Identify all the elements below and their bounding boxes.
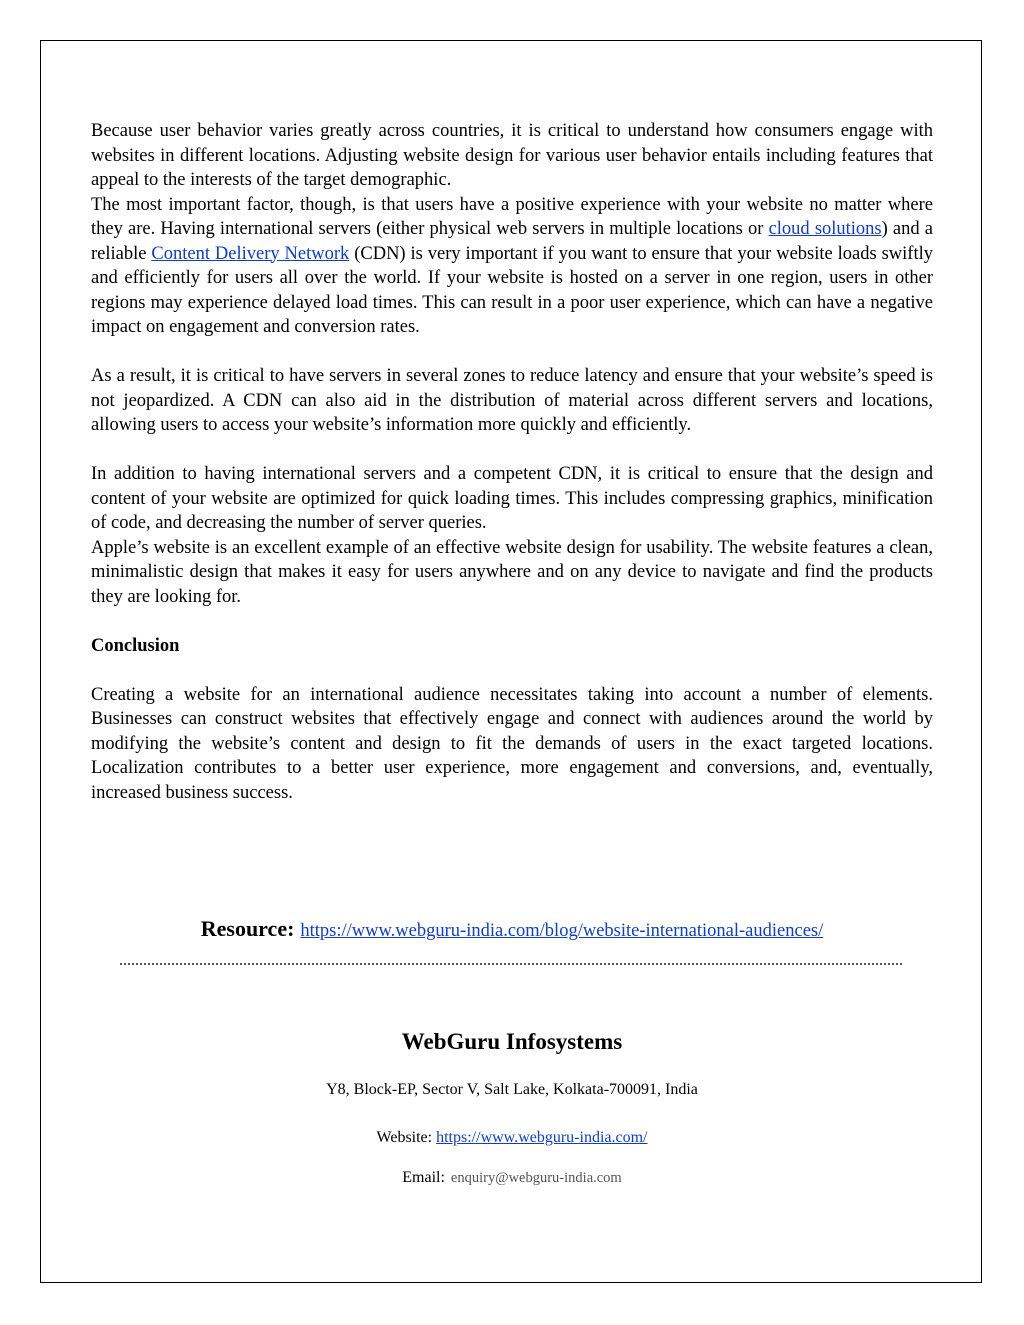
paragraph-text: (CDN) is very important if you want to ensure that your website loads swiftly and efficiently for users all over the world. If your website is hosted on a server in one region, users in other regions may experience delayed load times. This can result in a poor user experience, which can have a negative impact on engagement and conversion rates. [91, 243, 933, 337]
paragraph-international-servers [91, 193, 933, 340]
website-line [0, 1129, 1024, 1147]
dotted-divider [120, 963, 902, 965]
resource-label: Resource: [200, 916, 295, 941]
cloud-solutions-link[interactable]: cloud solutions [768, 219, 882, 239]
email-line [0, 1169, 1024, 1187]
resource-link[interactable]: https://www.webguru-india.com/blog/website-international-audiences/ [300, 921, 824, 941]
cdn-link[interactable]: Content Delivery Network [151, 243, 350, 264]
website-label: Website: [376, 1129, 433, 1146]
website-link[interactable]: https://www.webguru-india.com/ [436, 1129, 648, 1146]
paragraph-server-zones: As a result, it is critical to have servers in several zones to reduce latency and ensure that your website’s speed is not jeopardized. A CDN can also aid in the distribution of material across different servers and locations, allowing users to access your website’s information more quickly and efficiently. [91, 366, 933, 435]
paragraph-optimization: In addition to having international servers and a competent CDN, it is critical to ensure that the design and content of your website are optimized for quick loading times. This includes compressing graphics, minification of code, and decreasing the number of server queries. [91, 464, 933, 533]
paragraph-text: The most important factor, though, is that users have a positive experience with your website no matter where they are. Having international servers (either physical web servers in multiple locations or [91, 194, 933, 239]
company-name: WebGuru Infosystems [401, 1029, 623, 1054]
paragraph-apple-example: Apple’s website is an excellent example of an effective website design for usability. The website features a clean, minimalistic design that makes it easy for users anywhere and on any device to navigate and find the products they are looking for. [91, 537, 933, 607]
document-body [91, 119, 933, 805]
company-address: Y8, Block-EP, Sector V, Salt Lake, Kolkata-700091, India [326, 1081, 698, 1098]
email-label: Email: [402, 1169, 445, 1186]
resource-line [0, 916, 1024, 942]
email-address[interactable]: enquiry@webguru-india.com [450, 1170, 622, 1186]
paragraph-user-behavior: Because user behavior varies greatly across countries, it is critical to understand how consumers engage with websites in different locations. Adjusting website design for various user behavior entails including features that appeal to the interests of the target demographic. [91, 121, 933, 190]
paragraph-text: ) and a reliable [91, 219, 933, 264]
conclusion-heading: Conclusion [91, 635, 180, 656]
paragraph-conclusion: Creating a website for an international audience necessitates taking into account a number of elements. Businesses can construct websites that effectively engage and connect with audiences around the world by modifying the website’s content and design to fit the demands of users in the exact targeted locations. Localization contributes to a better user experience, more engagement and conversions, and, eventually, increased business success. [91, 684, 933, 803]
